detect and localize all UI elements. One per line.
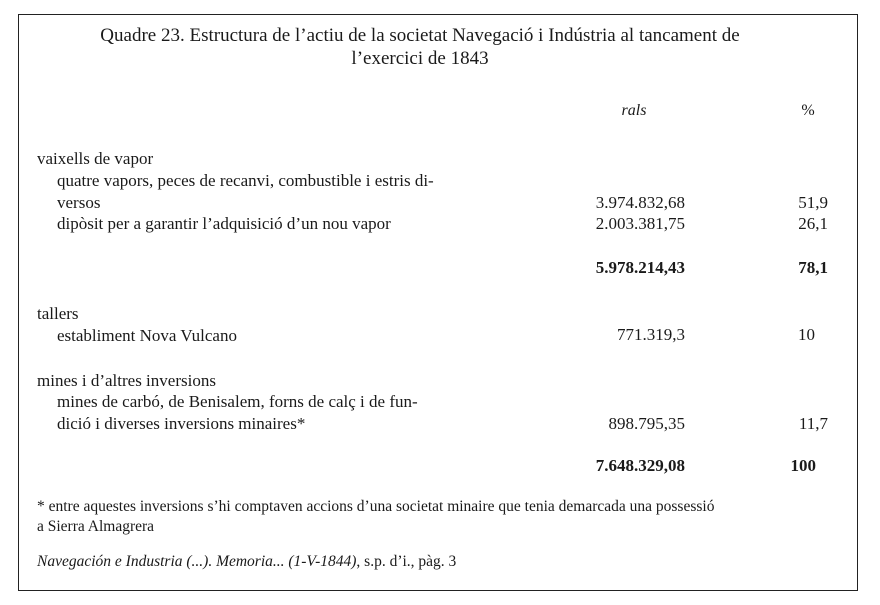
section-heading: mines i d’altres inversions: [37, 371, 216, 390]
item-value: 898.795,35: [608, 414, 685, 433]
item-percent: 11,7: [798, 414, 828, 433]
item-percent: 26,1: [798, 214, 828, 233]
item-line: versos: [57, 193, 101, 212]
total-percent: 100: [790, 456, 816, 475]
item-line: mines de carbó, de Benisalem, forns de calç i de fun-: [57, 392, 418, 411]
source-title: Navegación e Industria (...). Memoria... (1-V-1844): [37, 553, 357, 570]
subtotal-percent: 78,1: [798, 258, 828, 277]
subtotal-value: 5.978.214,43: [595, 258, 685, 277]
item-value: 771.319,3: [617, 325, 685, 344]
item-value: 2.003.381,75: [595, 214, 685, 233]
column-header-rals: rals: [621, 102, 647, 119]
footnote-line-1: * entre aquestes inversions s’hi comptaven accions d’una societat minaire que tenia demarcada una possessió: [37, 498, 715, 515]
section-heading: tallers: [37, 304, 79, 323]
source-details: , s.p. d’i., pàg. 3: [356, 553, 457, 570]
source-citation: [37, 552, 456, 572]
title-line-2: l’exercici de 1843: [351, 48, 489, 69]
item-line: establiment Nova Vulcano: [57, 326, 237, 345]
section-heading: vaixells de vapor: [37, 149, 154, 168]
item-percent: 51,9: [798, 193, 828, 212]
item-line: dició i diverses inversions minaires*: [57, 414, 306, 433]
table-title: [0, 24, 840, 70]
item-line: dipòsit per a garantir l’adquisició d’un nou vapor: [57, 214, 391, 233]
item-value: 3.974.832,68: [595, 193, 685, 212]
item-percent: 10: [798, 325, 815, 344]
total-value: 7.648.329,08: [595, 456, 685, 475]
column-header-percent: %: [801, 102, 815, 119]
footnote-line-2: a Sierra Almagrera: [37, 518, 155, 535]
item-line: quatre vapors, peces de recanvi, combustible i estris di-: [57, 171, 434, 190]
title-line-1: Quadre 23. Estructura de l’actiu de la societat Navegació i Indústria al tancament de: [100, 25, 740, 46]
